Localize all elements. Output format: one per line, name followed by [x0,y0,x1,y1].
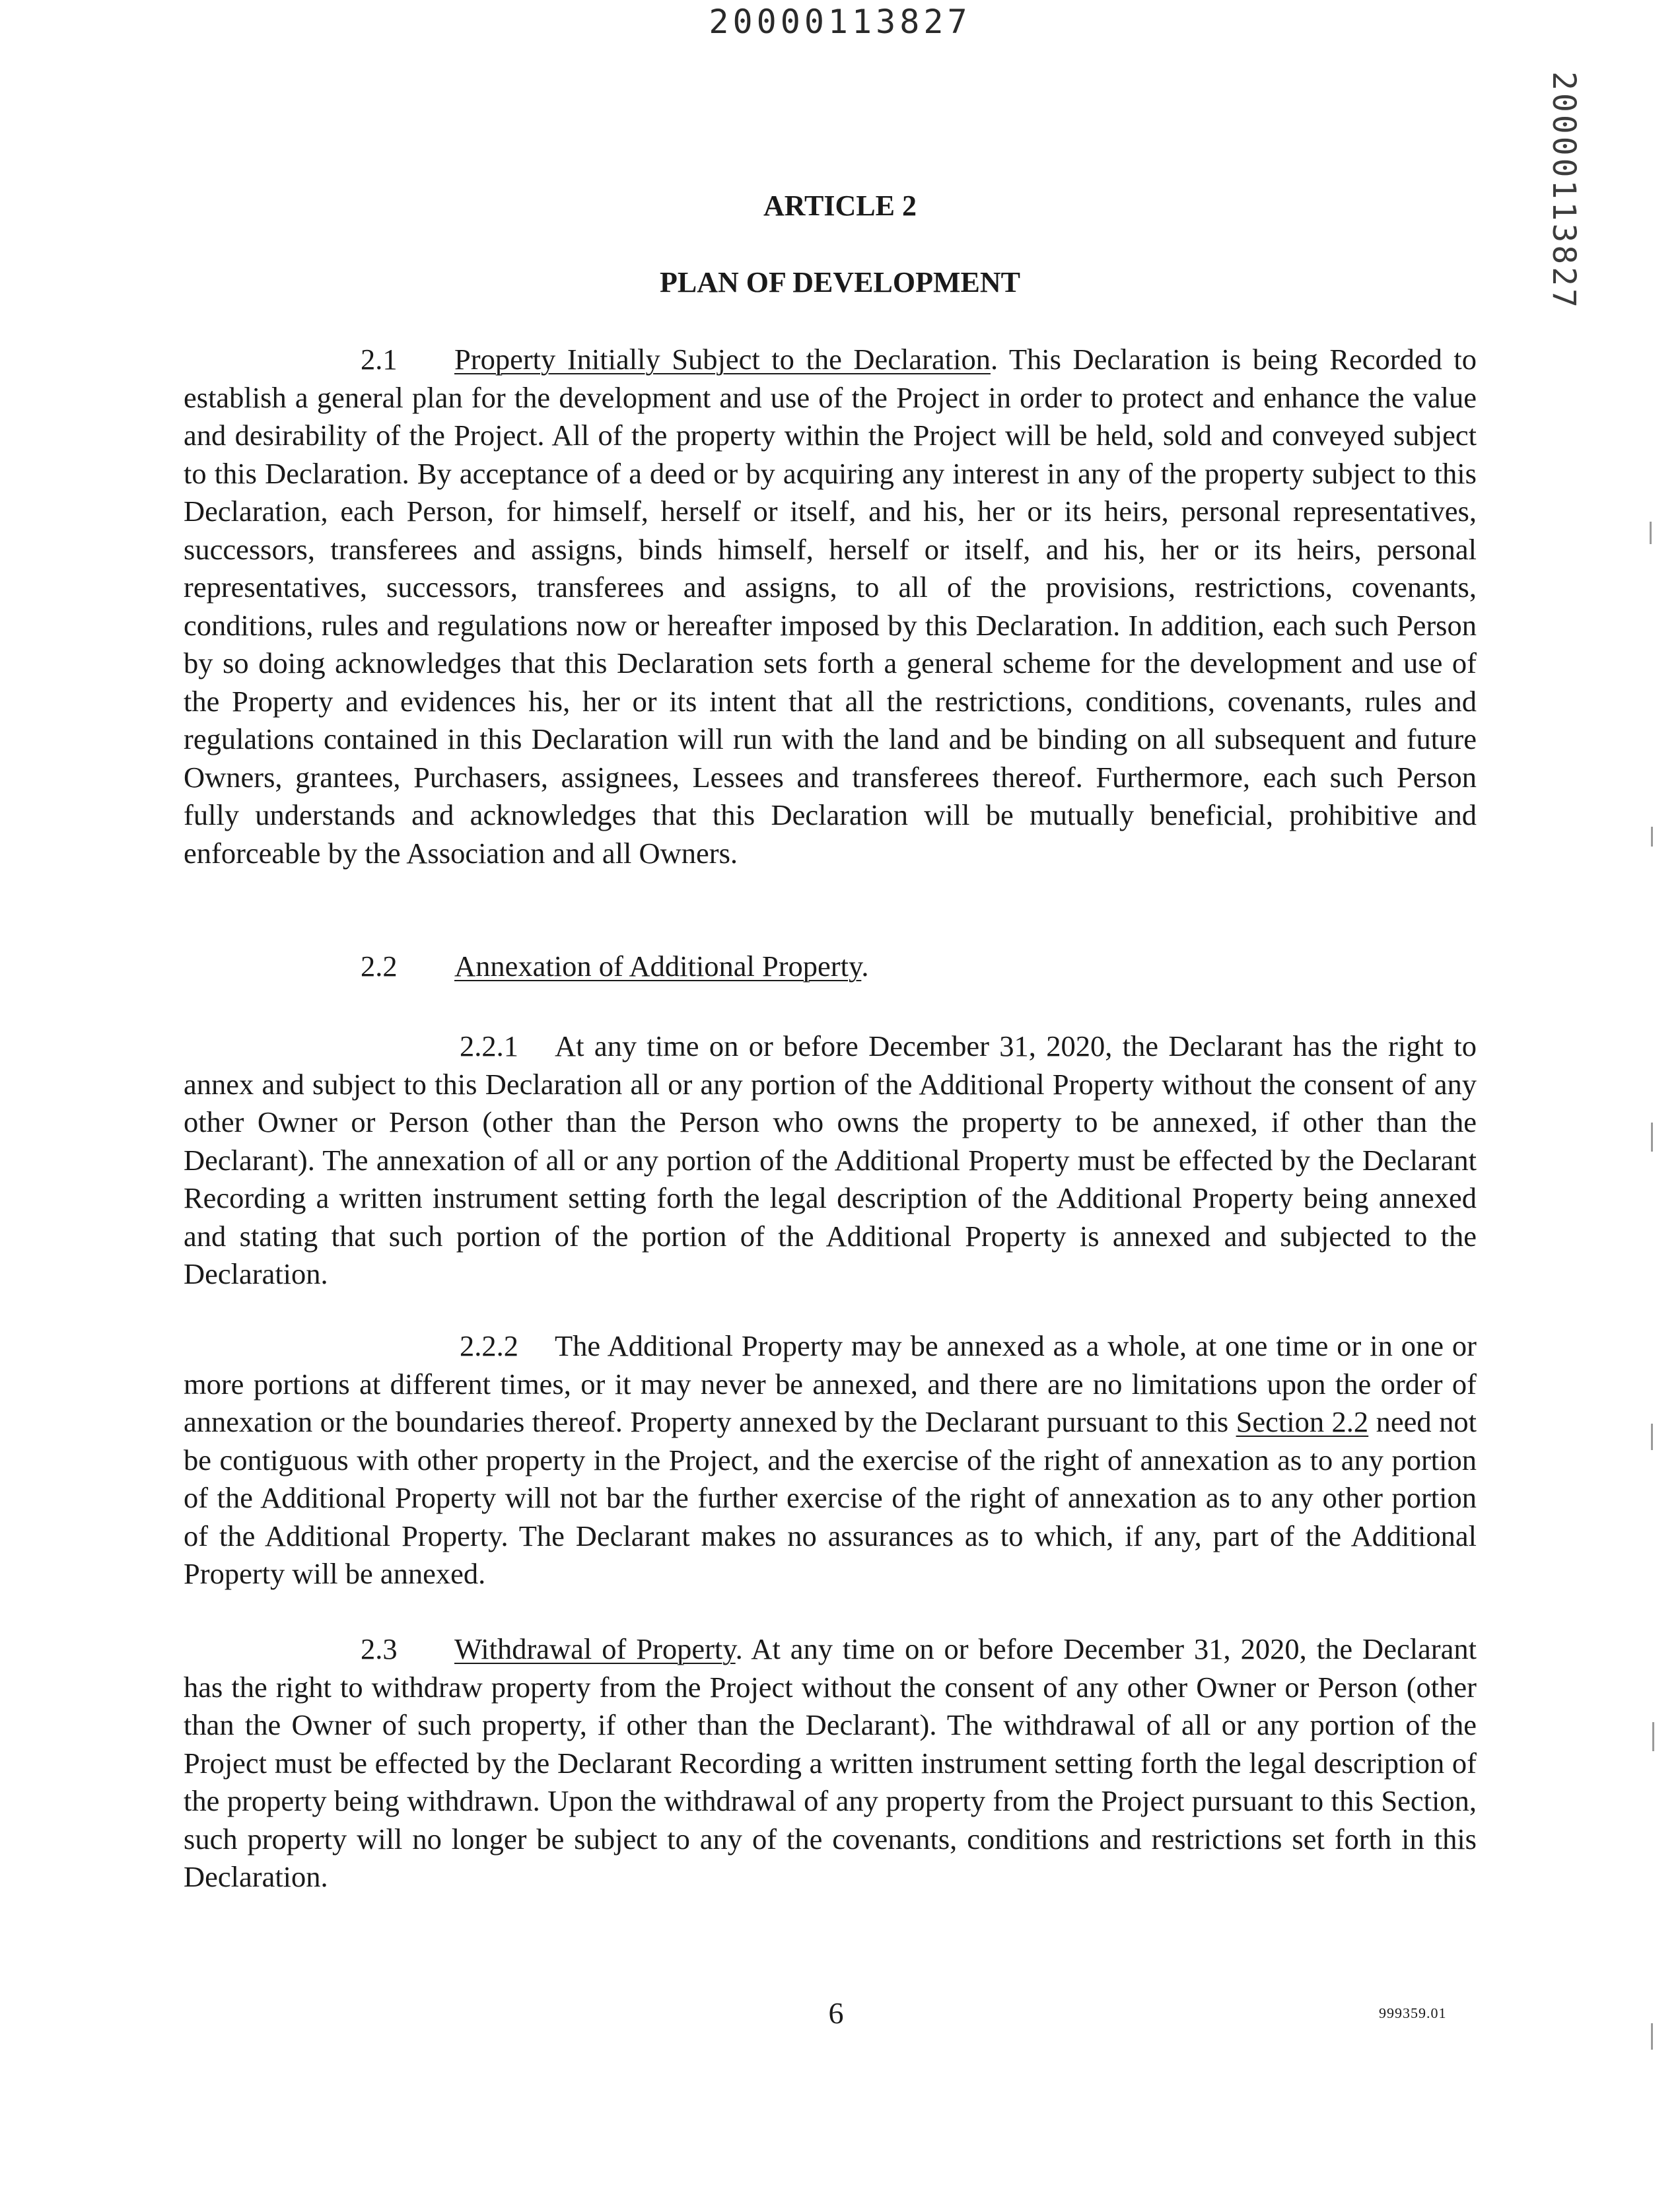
article-number-heading: ARTICLE 2 [763,190,917,222]
page-number-text: 6 [828,1996,844,2030]
section-2-1-number: 2.1 [361,343,398,376]
scan-speck [1652,1722,1654,1751]
scan-speck [1651,2023,1653,2050]
section-2-2-2-text-after: need not be contiguous with other property in the Project, and the exercise of the right of annexation as to any portion of the Additional Property will not bar the further exercise of the right of annexation as to any other portion of the Additional Property. The Declarant makes no assurances as to which, if any, part of the Additional Property will be annexed. [184,1405,1477,1590]
section-2-3 [184,1630,1477,1896]
section-2-3-heading: Withdrawal of Property [454,1632,736,1665]
section-2-2-2-number: 2.2.2 [460,1329,518,1362]
recording-number-side-text: 20000113827 [1545,71,1582,310]
recording-number-top: 20000113827 [709,3,971,41]
document-reference: 999359.01 [1379,2005,1447,2021]
section-2-1 [184,341,1477,872]
scan-speck [1650,522,1652,544]
section-2-1-text: . This Declaration is being Recorded to establish a general plan for the development and use of the Project in order to protect and enhance the value and desirability of the Project. All of the property within the Project will be held, sold and conveyed subject to this Declaration. By acceptance of a deed or by acquiring any interest in any of the property subject to this Declaration, each Person, for himself, herself or itself, and his, her or its heirs, personal representatives, successors, transferees and assigns, binds himself, herself or itself, and his, her or its heirs, personal representatives, successors, transferees and assigns, to all of the provisions, restrictions, covenants, conditions, rules and regulations now or hereafter imposed by this Declaration. In addition, each such Person by so doing acknowledges that this Declaration sets forth a general scheme for the development and use of the Property and evidences his, her or its intent that all the restrictions, conditions, covenants, rules and regulations contained in this Declaration will run with the land and be binding on all subsequent and future Owners, grantees, Purchasers, assignees, Lessees and transferees thereof. Furthermore, each such Person fully understands and acknowledges that this Declaration will be mutually beneficial, prohibitive and enforceable by the Association and all Owners. [184,343,1477,870]
section-2-2-trailing: . [861,950,869,983]
section-2-2-heading: Annexation of Additional Property [454,950,862,983]
article-title: PLAN OF DEVELOPMENT [660,266,1020,298]
section-2-2-1-text: At any time on or before December 31, 2020, the Declarant has the right to annex and subject to this Declaration all or any portion of the Additional Property without the consent of any other Owner or Person (other than the Person who owns the property to be annexed, if other than the Declarant). The annexation of all or any portion of the Additional Property must be effected by the Declarant Recording a written instrument setting forth the legal description of the Additional Property being annexed and stating that such portion of the portion of the Additional Property is annexed and subjected to the Declaration. [184,1029,1477,1290]
scan-speck [1651,1424,1653,1450]
section-2-2-2-text-before: The Additional Property may be annexed as a whole, at one time or in one or more portions at different times, or it may never be annexed, and there are no limitations upon the order of annexation or the boundaries thereof. Property annexed by the Declarant pursuant to this [184,1329,1477,1438]
scan-speck [1651,827,1653,847]
section-2-2-1 [184,1027,1477,1294]
section-2-2-2 [184,1327,1477,1593]
section-2-3-number: 2.3 [361,1632,398,1665]
section-2-3-text: . At any time on or before December 31, 2020, the Declarant has the right to withdraw property from the Project without the consent of any other Owner or Person (other than the Owner of such property, if other than the Declarant). The withdrawal of all or any portion of the Project must be effected by the Declarant Recording a written instrument setting forth the legal description of the property being withdrawn. Upon the withdrawal of any property from the Project pursuant to this Section, such property will no longer be subject to any of the covenants, conditions and restrictions set forth in this Declaration. [184,1632,1477,1893]
section-2-2-reference-link: Section 2.2 [1236,1405,1369,1438]
scan-speck [1651,1123,1653,1152]
section-2-2-1-number: 2.2.1 [460,1029,518,1062]
section-2-2 [184,948,1477,986]
section-2-1-heading: Property Initially Subject to the Declaration [454,343,991,376]
section-2-2-number: 2.2 [361,950,398,983]
